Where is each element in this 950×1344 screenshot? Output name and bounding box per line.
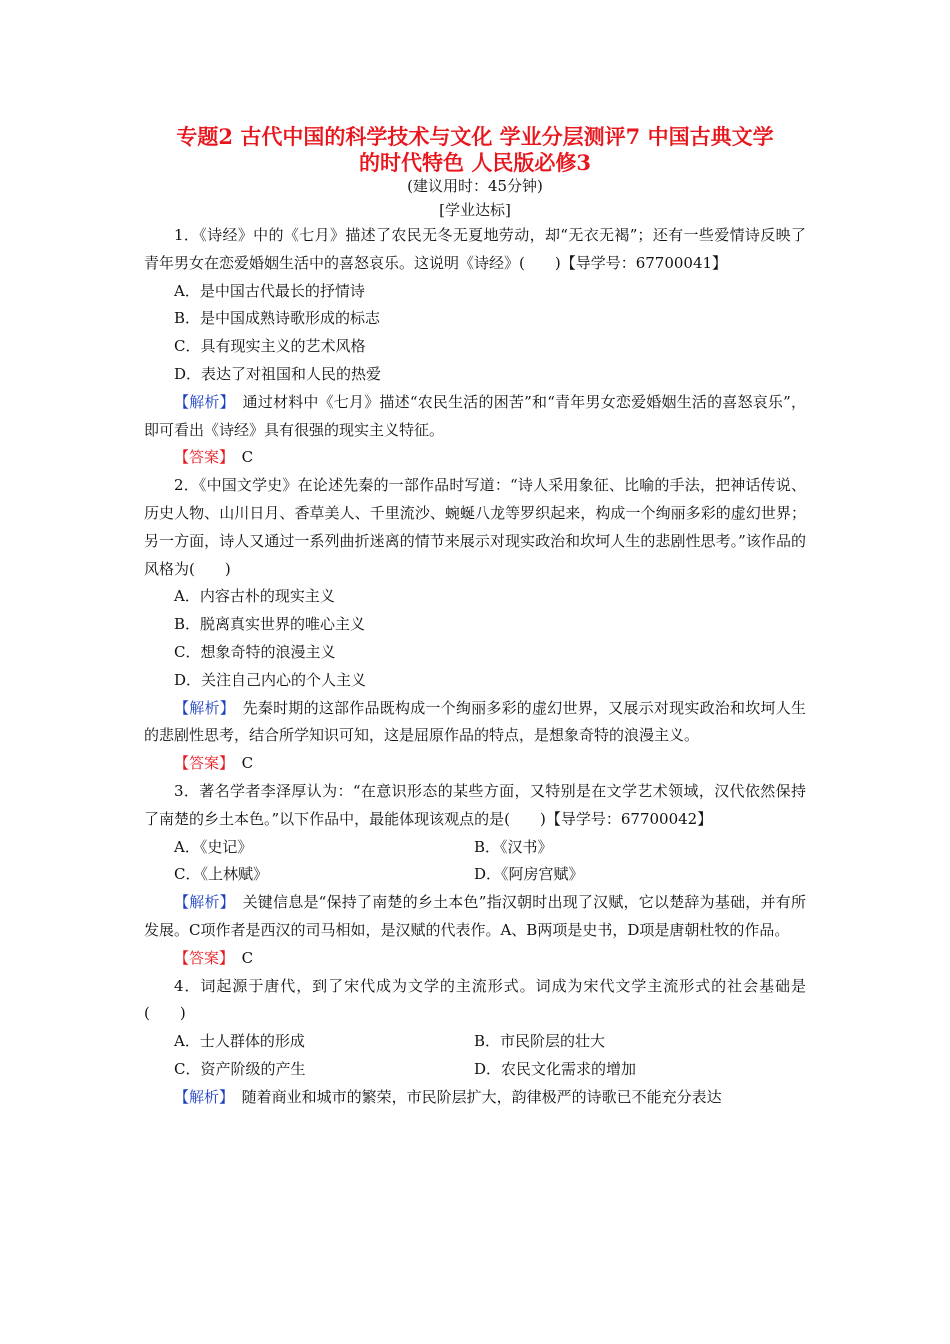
option-c: C．具有现实主义的艺术风格 (174, 337, 366, 356)
option-a: A．士人群体的形成 (174, 1032, 305, 1051)
answer-paragraph: 【答案】 C (174, 448, 254, 467)
option-row (144, 1028, 806, 1056)
question-stem: 1．《诗经》中的《七月》描述了农民无冬无夏地劳动，却“无衣无褐”；还有一些爱情诗反映了青年男女在恋爱婚姻生活中的喜怒哀乐。这说明《诗经》( )【导学号：67700041】 (144, 226, 806, 272)
analysis-paragraph: 【解析】 关键信息是“保持了南楚的乡土本色”指汉朝时出现了汉赋，它以楚辞为基础，并有所发展。C项作者是西汉的司马相如，是汉赋的代表作。A、B两项是史书，D项是唐朝杜牧的作品。 (144, 893, 806, 939)
analysis-label: 解析 (189, 698, 220, 717)
option-c: C．资产阶级的产生 (174, 1059, 306, 1078)
answer-paragraph: 【答案】 C (174, 754, 254, 773)
doc-title-line1: 专题2 古代中国的科学技术与文化 学业分层测评7 中国古典文学 (176, 124, 774, 149)
answer-text: C (241, 448, 254, 467)
question-2 (144, 472, 806, 778)
option-b: B．《汉书》 (474, 837, 553, 856)
analysis-paragraph: 【解析】 通过材料中《七月》描述“农民生活的困苦”和“青年男女恋爱婚姻生活的喜怒哀乐”，即可看出《诗经》具有很强的现实主义特征。 (144, 392, 806, 439)
question-3 (144, 778, 806, 973)
question-stem: 4．词起源于唐代，到了宋代成为文学的主流形式。词成为宋代文学主流形式的社会基础是( ) (144, 976, 806, 1023)
option-a: A．是中国古代最长的抒情诗 (174, 281, 365, 300)
analysis-text: 随着商业和城市的繁荣，市民阶层扩大，韵律极严的诗歌已不能充分表达 (241, 1087, 722, 1106)
question-list (144, 222, 806, 1112)
analysis-text: 先秦时期的这部作品既构成一个绚丽多彩的虚幻世界，又展示对现实政治和坎坷人生的悲剧性思考，结合所学知识可知，这是屈原作品的特点，是想象奇特的浪漫主义。 (144, 698, 806, 745)
option-c: C．想象奇特的浪漫主义 (174, 642, 336, 661)
option-a: A．《史记》 (174, 837, 253, 856)
option-row (144, 834, 806, 862)
analysis-text: 关键信息是“保持了南楚的乡土本色”指汉朝时出现了汉赋，它以楚辞为基础，并有所发展。C项作者是西汉的司马相如，是汉赋的代表作。A、B两项是史书，D项是唐朝杜牧的作品。 (144, 893, 806, 939)
answer-paragraph: 【答案】 C (174, 948, 254, 967)
analysis-label: 解析 (189, 1087, 220, 1106)
time-note: (建议用时：45分钟) (407, 177, 543, 195)
analysis-label: 解析 (189, 392, 220, 411)
analysis-paragraph: 【解析】 随着商业和城市的繁荣，市民阶层扩大，韵律极严的诗歌已不能充分表达 (174, 1087, 722, 1106)
option-row (144, 1056, 806, 1084)
option-d: D．农民文化需求的增加 (474, 1059, 637, 1078)
option-b: B．脱离真实世界的唯心主义 (174, 615, 366, 634)
analysis-text: 通过材料中《七月》描述“农民生活的困苦”和“青年男女恋爱婚姻生活的喜怒哀乐”，即可看出《诗经》具有很强的现实主义特征。 (144, 392, 806, 439)
answer-text: C (241, 754, 254, 773)
option-b: B．市民阶层的壮大 (474, 1032, 606, 1051)
answer-label: 答案 (189, 754, 220, 773)
answer-text: C (241, 948, 254, 967)
question-4 (144, 973, 806, 1112)
option-c: C．《上林赋》 (174, 865, 268, 884)
analysis-label: 解析 (189, 893, 220, 912)
option-d: D．表达了对祖国和人民的热爱 (174, 364, 382, 383)
option-b: B．是中国成熟诗歌形成的标志 (174, 309, 381, 328)
answer-label: 答案 (189, 948, 220, 967)
question-stem: 2．《中国文学史》在论述先秦的一部作品时写道：“诗人采用象征、比喻的手法，把神话传说、历史人物、山川日月、香草美人、千里流沙、蜿蜒八龙等罗织起来，构成一个绚丽多彩的虚幻世界；另一方面，诗人又通过一系列曲折迷离的情节来展示对现实政治和坎坷人生的悲剧性思考。”该作品的风格为( ) (144, 476, 806, 578)
option-row (144, 861, 806, 889)
question-stem: 3．著名学者李泽厚认为：“在意识形态的某些方面，又特别是在文学艺术领域，汉代依然保持了南楚的乡土本色。”以下作品中，最能体现该观点的是( )【导学号：67700042】 (144, 781, 806, 828)
option-d: D．关注自己内心的个人主义 (174, 670, 367, 689)
question-1 (144, 222, 806, 472)
analysis-paragraph: 【解析】 先秦时期的这部作品既构成一个绚丽多彩的虚幻世界，又展示对现实政治和坎坷人生的悲剧性思考，结合所学知识可知，这是屈原作品的特点，是想象奇特的浪漫主义。 (144, 698, 806, 745)
doc-title-line2: 的时代特色 人民版必修3 (359, 150, 591, 175)
option-d: D．《阿房宫赋》 (474, 865, 584, 884)
section-heading: [学业达标] (439, 201, 511, 219)
answer-label: 答案 (189, 448, 220, 467)
option-a: A．内容古朴的现实主义 (174, 587, 335, 606)
